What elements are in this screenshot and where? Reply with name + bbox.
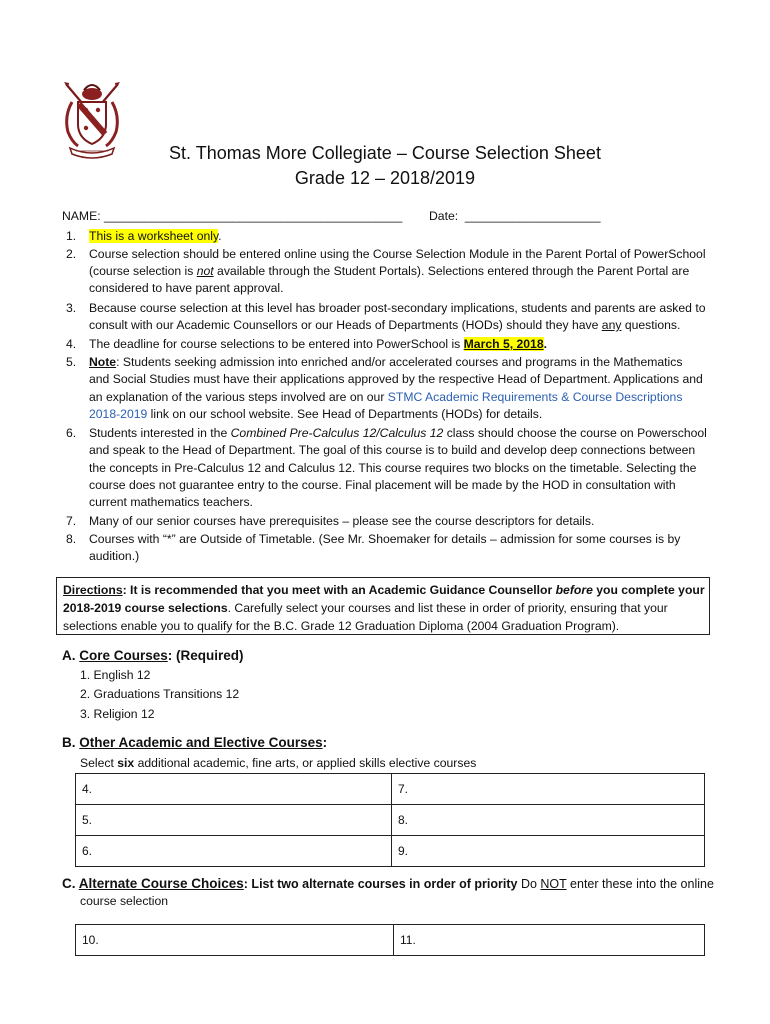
note-label: Note (89, 355, 117, 369)
section-b-heading: B. Other Academic and Elective Courses: (62, 735, 328, 750)
alternate-courses-table (75, 924, 705, 956)
course-descriptions-link-year[interactable]: 2018-2019 (89, 407, 148, 421)
instruction-5-line1: Note: Students seeking admission into enriched and/or accelerated courses and programs in the Mathematics (89, 355, 683, 369)
instruction-8-line1: Courses with “*” are Outside of Timetable. (See Mr. Shoemaker for details – admission for some courses is by (89, 532, 681, 546)
instruction-7: Many of our senior courses have prerequisites – please see the course descriptors for details. (89, 514, 595, 528)
section-c-heading: C. Alternate Course Choices: List two alternate courses in order of priority Do NOT enter these into the online (62, 876, 714, 891)
course-entry-cell[interactable]: 7. (392, 774, 705, 805)
course-entry-cell[interactable]: 9. (392, 836, 705, 867)
deadline-date: March 5, 2018 (463, 337, 544, 351)
item-number: 1. (66, 229, 77, 243)
item-number: 2. (66, 247, 77, 261)
alternate-entry-cell[interactable]: 10. (76, 925, 394, 956)
item-number: 7. (66, 514, 77, 528)
instruction-2-line1: Course selection should be entered online using the Course Selection Module in the Parent Portal of PowerSchool (89, 247, 706, 261)
page-subtitle: Grade 12 – 2018/2019 (294, 168, 476, 188)
instruction-3-line2: consult with our Academic Counsellors or our Heads of Departments (HODs) should they have any questions. (89, 318, 681, 332)
course-entry-cell[interactable]: 5. (76, 805, 392, 836)
directions-label: Directions (63, 583, 123, 597)
instruction-8-line2: audition.) (89, 549, 140, 563)
instruction-6-line4: course does not guarantee entry to the course. Final placement will be made by the HOD in consultation with (89, 478, 676, 492)
name-field (62, 208, 402, 225)
instruction-2-line3: considered to have parent approval. (89, 281, 284, 295)
section-a-heading: A. Core Courses: (Required) (62, 648, 244, 663)
alternate-entry-cell[interactable]: 11. (394, 925, 705, 956)
course-entry-cell[interactable]: 4. (76, 774, 392, 805)
instruction-5-line4: 2018-2019 link on our school website. See Head of Departments (HODs) for details. (89, 407, 543, 421)
date-field (429, 208, 600, 225)
page-title: St. Thomas More Collegiate – Course Selection Sheet (169, 143, 601, 163)
section-b-subtitle: Select six additional academic, fine arts, or applied skills elective courses (80, 756, 477, 770)
core-course-item: 3. Religion 12 (80, 707, 155, 721)
item-number: 3. (66, 301, 77, 315)
date-label: Date: (429, 209, 459, 223)
instruction-6-line1: Students interested in the Combined Pre-Calculus 12/Calculus 12 class should choose the course on Powerschool (89, 426, 707, 440)
instruction-2-line2: (course selection is not available through the Student Portals). Selections entered through the Parent Portal are (89, 264, 690, 278)
directions-line2: 2018-2019 course selections. Carefully select your courses and list these in order of priority, ensuring that your (63, 601, 668, 615)
item-number: 6. (66, 426, 77, 440)
item-number: 4. (66, 337, 77, 351)
instruction-5-line2: and Social Studies must have their applications approved by the respective Head of Department. Applications and (89, 372, 703, 386)
instruction-3-line1: Because course selection at this level has broader post-secondary implications, students and parents are asked to (89, 301, 706, 315)
elective-courses-table (75, 773, 705, 867)
course-entry-cell[interactable]: 6. (76, 836, 392, 867)
name-label: NAME: (62, 209, 101, 223)
course-descriptions-link[interactable]: STMC Academic Requirements & Course Descriptions (387, 390, 683, 404)
instruction-1: This is a worksheet only. (89, 229, 222, 243)
date-blank: ____________________ (464, 209, 601, 223)
instruction-4: The deadline for course selections to be entered into PowerSchool is March 5, 2018. (89, 337, 547, 351)
item-number: 8. (66, 532, 77, 546)
worksheet-highlight: This is a worksheet only (89, 229, 219, 243)
course-entry-cell[interactable]: 8. (392, 805, 705, 836)
core-course-item: 1. English 12 (80, 668, 151, 682)
name-blank: ____________________________________________ (104, 209, 403, 223)
core-course-item: 2. Graduations Transitions 12 (80, 687, 240, 701)
item-number: 5. (66, 355, 77, 369)
instruction-6-line2: and speak to the Head of Department. The goal of this course is to build and develop deep connections between (89, 443, 696, 457)
instruction-6-line3: the concepts in Pre-Calculus 12 and Calculus 12. This course requires two blocks on the timetable. Selecting the (89, 461, 697, 475)
instruction-5-line3: an explanation of the various steps involved are on our STMC Academic Requirements & Course Descriptions (89, 390, 683, 404)
instruction-6-line5: current mathematics teachers. (89, 495, 253, 509)
directions-line1: Directions: It is recommended that you meet with an Academic Guidance Counsellor before you complete your (63, 583, 705, 597)
section-c-line2: course selection (80, 894, 169, 908)
directions-line3: selections enable you to qualify for the B.C. Grade 12 Graduation Diploma (2004 Graduation Program). (63, 619, 620, 633)
